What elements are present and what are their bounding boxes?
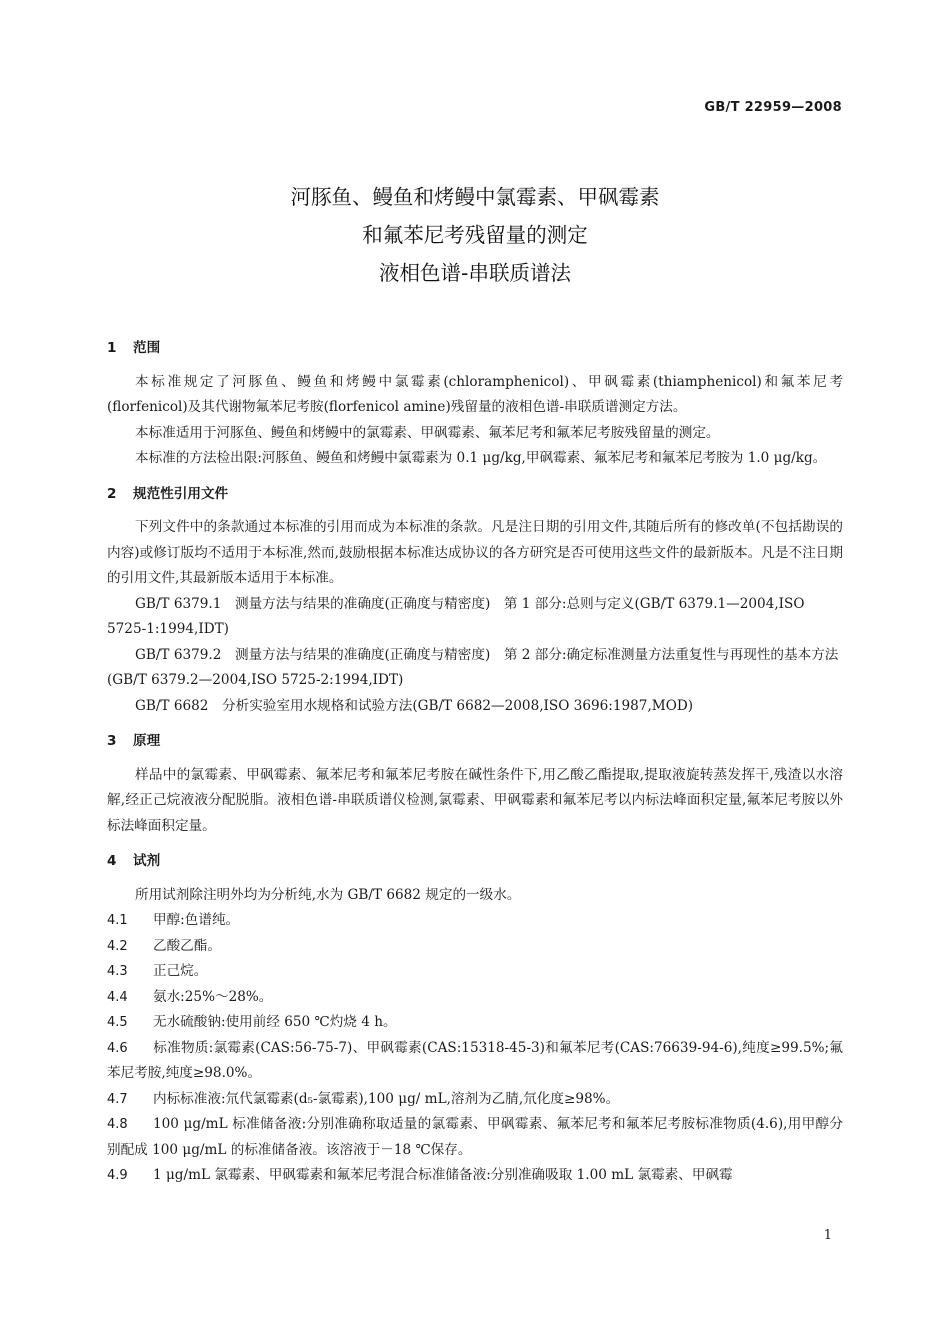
paragraph: 本标准规定了河豚鱼、鳗鱼和烤鳗中氯霉素(chloramphenicol)、甲砜霉素(thiamphenicol)和氟苯尼考(florfenicol)及其代谢物氟苯尼考胺(florfenicol amine)残留量的液相色谱-串联质谱测定方法。: [107, 373, 843, 415]
reagent-item: [107, 1163, 843, 1189]
reagent-item: [107, 908, 843, 934]
paragraph: 样品中的氯霉素、甲砜霉素、氟苯尼考和氟苯尼考胺在碱性条件下,用乙酸乙酯提取,提取液旋转蒸发挥干,残渣以水溶解,经正己烷液液分配脱脂。液相色谱-串联质谱仪检测,氯霉素、甲砜霉素和氟苯尼考以内标法峰面积定量,氟苯尼考胺以外标法峰面积定量。: [107, 766, 843, 834]
reagent-item: [107, 1087, 843, 1113]
item-text: 1 μg/mL 氯霉素、甲砜霉素和氟苯尼考混合标准储备液:分别准确吸取 1.00 mL 氯霉素、甲砜霉: [153, 1167, 733, 1183]
reagent-item: [107, 959, 843, 985]
item-number: 4.8: [107, 1117, 128, 1132]
item-text: 甲醇:色谱纯。: [153, 912, 240, 928]
item-number: 4.7: [107, 1091, 128, 1107]
item-text: 无水硫酸钠:使用前经 650 ℃灼烧 4 h。: [153, 1014, 397, 1030]
reagent-item: [107, 934, 843, 960]
section-heading-normative-references: [107, 482, 843, 508]
title-line-2: 和氟苯尼考残留量的测定: [362, 223, 588, 247]
section-number: 4: [107, 853, 117, 869]
section-title: 范围: [133, 340, 161, 356]
item-number: 4.4: [107, 989, 128, 1005]
item-text: 乙酸乙酯。: [153, 937, 221, 954]
reference-item: GB/T 6379.1 测量方法与结果的准确度(正确度与精密度) 第 1 部分:总则与定义(GB/T 6379.1—2004,ISO 5725-1:1994,IDT): [107, 595, 805, 637]
item-number: 4.3: [107, 964, 128, 979]
document-body: [107, 330, 843, 1189]
section-heading-principle: [107, 729, 843, 755]
item-text: 100 μg/mL 标准储备液:分别准确称取适量的氯霉素、甲砜霉素、氟苯尼考和氟苯尼考胺标准物质(4.6),用甲醇分别配成 100 μg/mL 的标准储备液。该溶液于－18 ℃保存。: [107, 1116, 843, 1158]
section-number: 3: [107, 733, 117, 749]
page-number: 1: [823, 1228, 832, 1243]
item-text: 标准物质:氯霉素(CAS:56-75-7)、甲砜霉素(CAS:15318-45-3)和氟苯尼考(CAS:76639-94-6),纯度≥99.5%;氟苯尼考胺,纯度≥98.0%。: [107, 1039, 843, 1081]
reagent-item: [107, 1036, 843, 1087]
item-text: 正己烷。: [153, 963, 208, 979]
item-text: 内标标准液:氘代氯霉素(d₅-氯霉素),100 μg/ mL,溶剂为乙腈,氘化度≥98%。: [153, 1090, 620, 1107]
reference-item: GB/T 6682 分析实验室用水规格和试验方法(GB/T 6682—2008,ISO 3696:1987,MOD): [135, 697, 694, 714]
reagent-item: [107, 985, 843, 1011]
section-number: 2: [107, 485, 117, 502]
item-number: 4.1: [107, 913, 128, 928]
item-number: 4.9: [107, 1168, 128, 1183]
item-number: 4.2: [107, 938, 128, 954]
paragraph: 本标准的方法检出限:河豚鱼、鳗鱼和烤鳗中氯霉素为 0.1 μg/kg,甲砜霉素、氟苯尼考和氟苯尼考胺为 1.0 μg/kg。: [135, 450, 827, 466]
reagent-item: [107, 1112, 843, 1163]
section-title: 原理: [133, 733, 161, 749]
section-number: 1: [107, 340, 117, 356]
document-title: [0, 178, 950, 292]
section-title: 试剂: [133, 853, 161, 869]
section-heading-reagents: [107, 849, 843, 875]
paragraph: 下列文件中的条款通过本标准的引用而成为本标准的条款。凡是注日期的引用文件,其随后所有的修改单(不包括勘误的内容)或修订版均不适用于本标准,然而,鼓励根据本标准达成协议的各方研究是否可使用这些文件的最新版本。凡是不注日期的引用文件,其最新版本适用于本标准。: [107, 519, 843, 586]
title-line-3: 液相色谱-串联质谱法: [379, 261, 571, 285]
item-number: 4.6: [107, 1040, 128, 1056]
title-line-1: 河豚鱼、鳗鱼和烤鳗中氯霉素、甲砜霉素: [290, 185, 660, 209]
item-text: 氨水:25%～28%。: [153, 988, 273, 1005]
section-heading-scope: [107, 336, 843, 362]
item-number: 4.5: [107, 1015, 128, 1030]
reagent-item: [107, 1010, 843, 1036]
section-title: 规范性引用文件: [133, 485, 229, 502]
standard-number: GB/T 22959—2008: [704, 100, 842, 115]
paragraph: 本标准适用于河豚鱼、鳗鱼和烤鳗中的氯霉素、甲砜霉素、氟苯尼考和氟苯尼考胺残留量的测定。: [135, 424, 720, 441]
paragraph: 所用试剂除注明外均为分析纯,水为 GB/T 6682 规定的一级水。: [135, 886, 521, 903]
reference-item: GB/T 6379.2 测量方法与结果的准确度(正确度与精密度) 第 2 部分:确定标准测量方法重复性与再现性的基本方法(GB/T 6379.2—2004,ISO 5725-2:1994,IDT): [107, 646, 839, 688]
